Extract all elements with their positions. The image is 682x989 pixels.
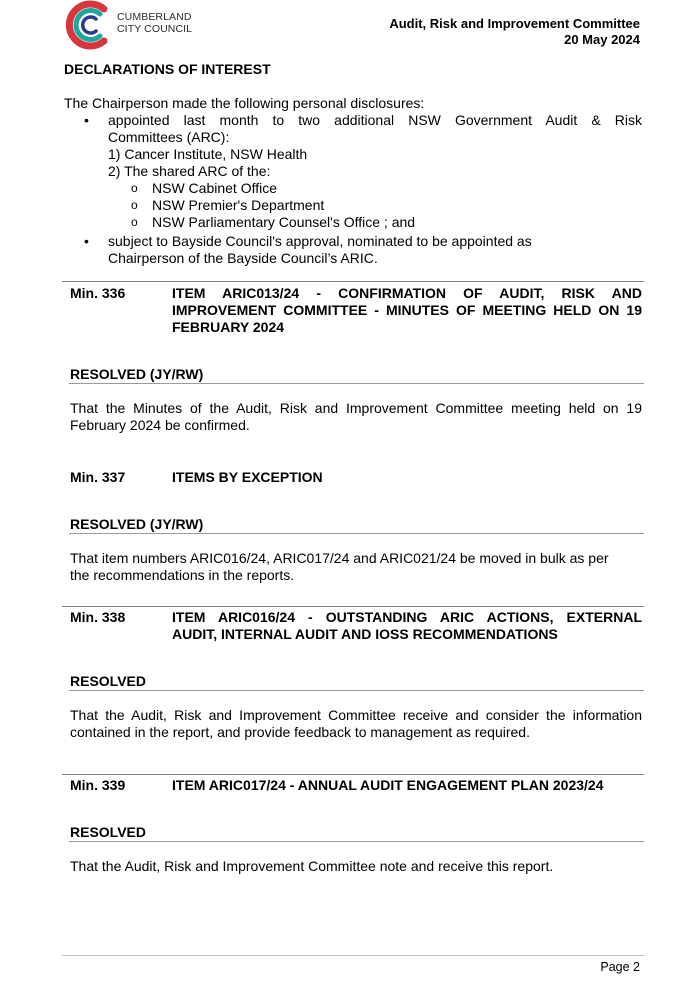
resolved-underline (69, 841, 644, 842)
resolution-line: contained in the report, and provide feedback to management as required. (70, 724, 530, 740)
resolved-underline (69, 690, 644, 691)
resolution-line: the recommendations in the reports. (70, 567, 295, 583)
bullet-dot: • (84, 233, 89, 249)
bullet2-line2: Chairperson of the Bayside Council’s ARIC. (108, 250, 378, 266)
sub-item-2: 2) The shared ARC of the: (108, 163, 271, 179)
declarations-heading: DECLARATIONS OF INTEREST (64, 61, 271, 77)
section-divider (62, 281, 644, 282)
bullet1-line1: appointed last month to two additional NSW Government Audit & Risk (108, 112, 642, 128)
minute-title-line: FEBRUARY 2024 (172, 319, 285, 335)
meeting-date: 20 May 2024 (564, 32, 640, 47)
page-number: Page 2 (600, 960, 640, 974)
logo-wordmark (117, 11, 192, 35)
minute-number: Min. 338 (70, 609, 126, 625)
resolution-line: That the Audit, Risk and Improvement Committee note and receive this report. (70, 858, 554, 874)
minute-title-line: IMPROVEMENT COMMITTEE - MINUTES OF MEETING HELD ON 19 (172, 302, 642, 318)
circle-bullet: o (131, 215, 138, 229)
page-header (389, 16, 640, 48)
circle-bullet: o (131, 198, 138, 212)
bullet1-line2: Committees (ARC): (108, 129, 230, 145)
minute-title-line: ITEM ARIC013/24 - CONFIRMATION OF AUDIT, RISK AND (172, 285, 642, 301)
bullet2-line1: subject to Bayside Council's approval, nominated to be appointed as (108, 233, 532, 249)
resolution-line: February 2024 be confirmed. (70, 417, 250, 433)
office-item: NSW Parliamentary Counsel's Office ; and (152, 214, 416, 230)
section-divider (62, 774, 644, 775)
footer-divider (62, 955, 644, 956)
bullet-dot: • (84, 112, 89, 128)
minute-title-line: AUDIT, INTERNAL AUDIT AND IOSS RECOMMENDATIONS (172, 626, 558, 642)
office-item: NSW Cabinet Office (152, 180, 278, 196)
resolution-line: That item numbers ARIC016/24, ARIC017/24 and ARIC021/24 be moved in bulk as per (70, 550, 609, 566)
resolution-line: That the Audit, Risk and Improvement Committee receive and consider the information (70, 707, 642, 723)
minute-number: Min. 336 (70, 285, 126, 301)
declarations-intro: The Chairperson made the following personal disclosures: (64, 95, 425, 111)
resolved-underline (69, 383, 644, 384)
logo-line-2: CITY COUNCIL (117, 23, 193, 35)
minute-title-line: ITEM ARIC017/24 - ANNUAL AUDIT ENGAGEMENT PLAN 2023/24 (172, 777, 604, 793)
resolved-underline (69, 533, 644, 534)
office-item: NSW Premier's Department (152, 197, 325, 213)
circle-bullet: o (131, 181, 138, 195)
minute-number: Min. 339 (70, 777, 126, 793)
logo-line-1: CUMBERLAND (117, 11, 192, 23)
committee-name: Audit, Risk and Improvement Committee (389, 16, 640, 31)
sub-item-1: 1) Cancer Institute, NSW Health (108, 146, 308, 162)
section-divider (62, 606, 644, 607)
council-logo (64, 0, 114, 50)
resolved-label: RESOLVED (70, 673, 146, 689)
resolved-label: RESOLVED (JY/RW) (70, 516, 204, 532)
minute-number: Min. 337 (70, 469, 126, 485)
resolved-label: RESOLVED (JY/RW) (70, 366, 204, 382)
minute-title-line: ITEMS BY EXCEPTION (172, 469, 323, 485)
resolved-label: RESOLVED (70, 824, 146, 840)
minute-title-line: ITEM ARIC016/24 - OUTSTANDING ARIC ACTIONS, EXTERNAL (172, 609, 642, 625)
resolution-line: That the Minutes of the Audit, Risk and Improvement Committee meeting held on 19 (70, 400, 642, 416)
